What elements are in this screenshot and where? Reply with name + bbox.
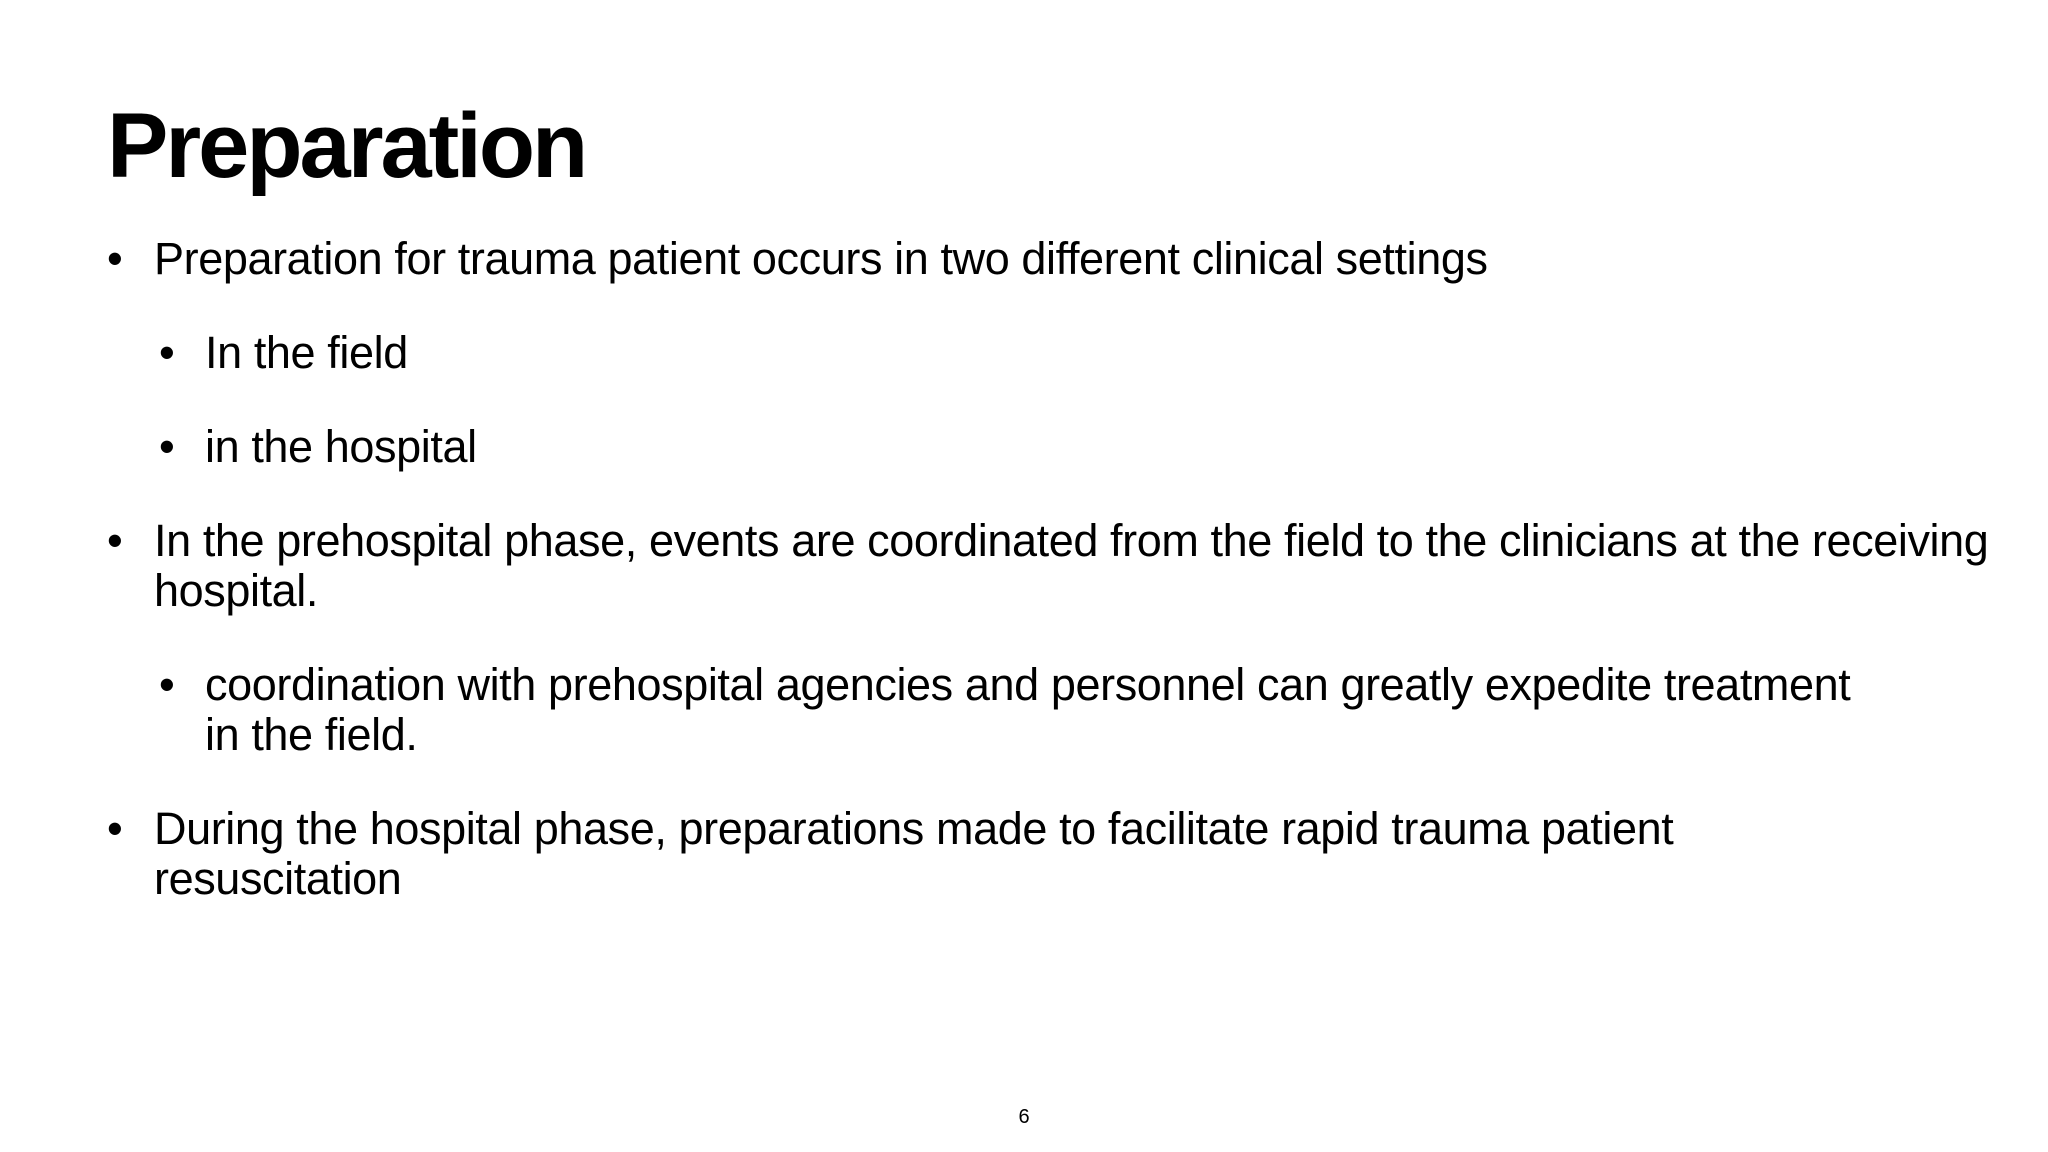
bullet-item — [107, 804, 1987, 904]
bullet-list — [107, 234, 1987, 904]
bullet-item — [107, 234, 1987, 284]
sub-bullet-text: In the field — [205, 327, 408, 378]
bullet-dot-icon: • — [159, 659, 175, 710]
sub-bullet-item — [107, 328, 1987, 378]
bullet-text: Preparation for trauma patient occurs in two different clinical settings — [154, 233, 1488, 284]
slide-title: Preparation — [107, 95, 586, 197]
bullet-dot-icon: • — [107, 515, 123, 566]
sub-bullet-text: in the hospital — [205, 421, 477, 472]
bullet-dot-icon: • — [107, 233, 123, 284]
bullet-item — [107, 516, 1987, 616]
bullet-dot-icon: • — [159, 327, 175, 378]
bullet-dot-icon: • — [107, 803, 123, 854]
bullet-text: In the prehospital phase, events are coordinated from the field to the clinicians at the receiving hospital. — [154, 515, 1989, 616]
bullet-text: During the hospital phase, preparations made to facilitate rapid trauma patient resuscitation — [154, 803, 1674, 904]
page-number: 6 — [1018, 1106, 1030, 1128]
bullet-dot-icon: • — [159, 421, 175, 472]
sub-bullet-item — [107, 422, 1987, 472]
sub-bullet-item — [107, 660, 1987, 760]
sub-bullet-text: coordination with prehospital agencies and personnel can greatly expedite treatment in the field. — [205, 659, 1851, 760]
